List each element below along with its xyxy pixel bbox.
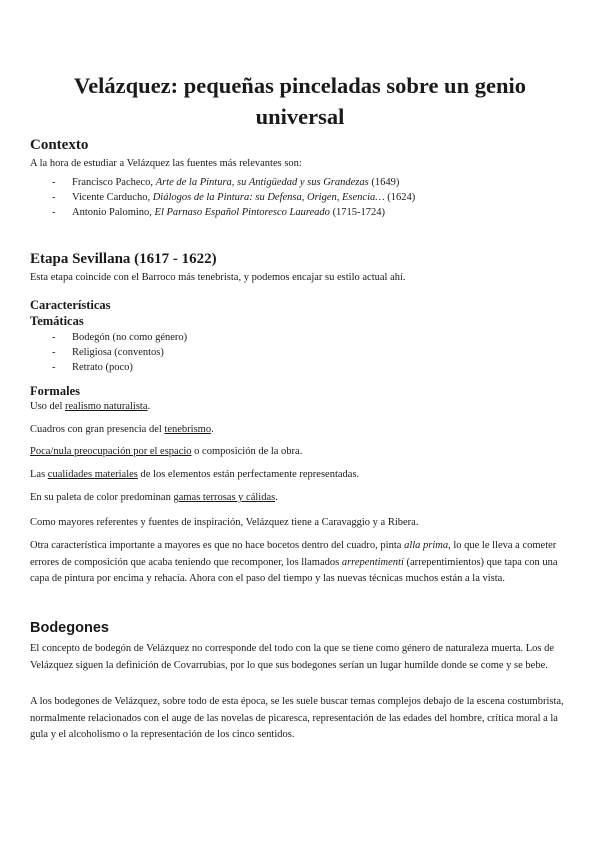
etapa-intro: Esta etapa coincide con el Barroco más tenebrista, y podemos encajar su estilo actual ahí. xyxy=(30,272,406,283)
contexto-intro: A la hora de estudiar a Velázquez las fuentes más relevantes son: xyxy=(30,158,302,169)
list-item xyxy=(52,190,415,205)
list-item xyxy=(52,205,415,220)
formales-paragraph: Cuadros con gran presencia del tenebrismo. xyxy=(30,424,214,435)
bodegones-paragraph-1: El concepto de bodegón de Velázquez no corresponde del todo con la que se tiene como género de naturaleza muerta. Los de Velázquez siguen la definición de Covarrubias, por lo que sus bodegones serían un lugar humilde donde se come y se bebe. xyxy=(30,643,555,671)
source-author: Vicente Carducho, xyxy=(72,192,153,203)
document-title: Velázquez: pequeñas pinceladas sobre un genio universal xyxy=(74,73,526,129)
source-year: (1624) xyxy=(384,192,416,203)
formales-paragraph: En su paleta de color predominan gamas terrosas y cálidas. xyxy=(30,492,278,503)
formales-paragraph: Las cualidades materiales de los elementos están perfectamente representadas. xyxy=(30,469,360,480)
formales-paragraph: Uso del realismo naturalista. xyxy=(30,401,151,412)
heading-formales: Formales xyxy=(30,384,80,398)
source-work: Diálogos de la Pintura: su Defensa, Origen, Esencia… xyxy=(152,192,385,203)
tematicas-list xyxy=(52,330,187,375)
heading-tematicas: Temáticas xyxy=(30,314,84,328)
source-work: El Parnaso Español Pintoresco Laureado xyxy=(154,207,330,218)
source-work: Arte de la Pintura, su Antigüedad y sus Grandezas xyxy=(155,177,369,188)
bodegones-paragraph-2: A los bodegones de Velázquez, sobre todo de esta época, se les suele buscar temas complejos debajo de la escena costumbrista, normalmente relacionados con el auge de las novelas de picaresca, representación de las edades del hombre, crítica moral a la gula y el alcoholismo o la representación de los cinco sentidos. xyxy=(30,696,564,740)
source-year: (1649) xyxy=(368,177,400,188)
list-item: - Bodegón (no como género) xyxy=(52,330,187,345)
source-author: Francisco Pacheco, xyxy=(72,177,156,188)
heading-etapa-sevillana: Etapa Sevillana (1617 - 1622) xyxy=(30,251,217,267)
list-item: - Retrato (poco) xyxy=(52,360,187,375)
heading-bodegones: Bodegones xyxy=(30,620,109,636)
heading-contexto: Contexto xyxy=(30,137,89,153)
list-item: - Religiosa (conventos) xyxy=(52,345,187,360)
formales-paragraph: Poca/nula preocupación por el espacio o composición de la obra. xyxy=(30,446,303,457)
list-item xyxy=(52,175,415,190)
heading-caracteristicas: Características xyxy=(30,298,111,312)
formales-paragraph: Otra característica importante a mayores es que no hace bocetos dentro del cuadro, pinta alla prima, lo que le lleva a cometer errores de composición que acaba teniendo que recomponer, los llamados arrepentimenti (arrepentimientos) que tapa con una capa de pintura por encima y rehacía. Ahora con el paso del tiempo y las nuevas técnicas muchos están a la vista. xyxy=(30,540,558,584)
source-year: (1715-1724) xyxy=(329,207,386,218)
formales-paragraph: Como mayores referentes y fuentes de inspiración, Velázquez tiene a Caravaggio y a Ribera. xyxy=(30,517,419,528)
source-author: Antonio Palomino, xyxy=(72,207,155,218)
sources-list xyxy=(52,175,415,220)
